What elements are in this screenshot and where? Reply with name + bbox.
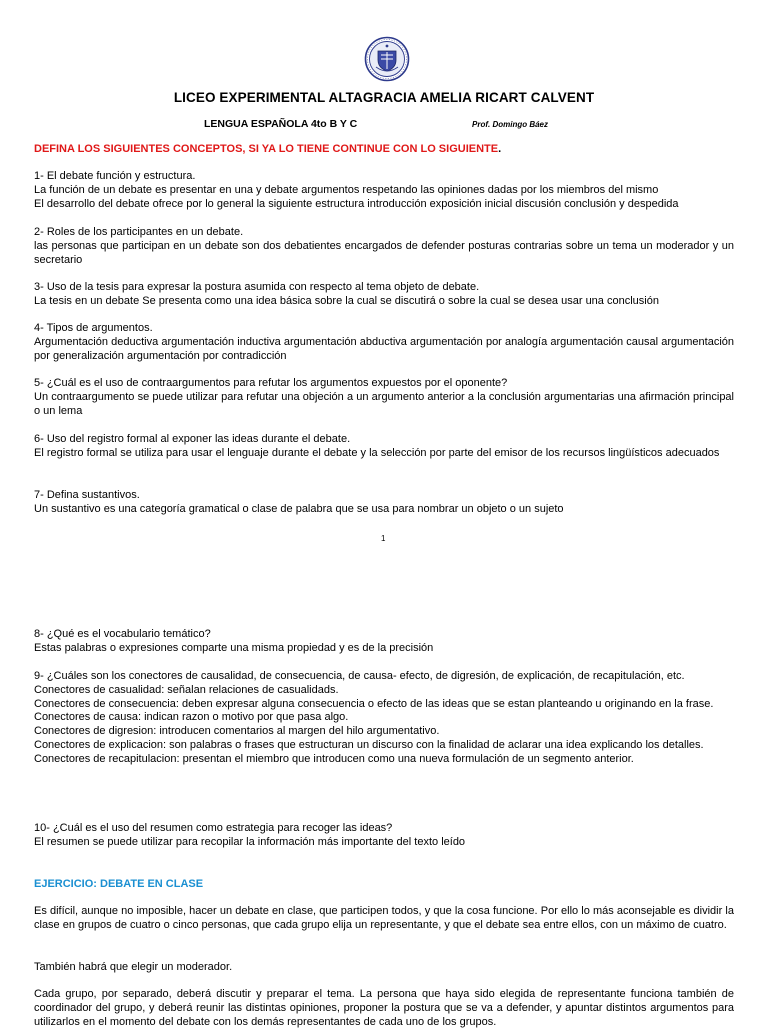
exercise-paragraph-3: Cada grupo, por separado, deberá discutir y preparar el tema. La persona que haya sido elegida de representante funciona también de coordinador del grupo, y deberá reunir las distintas opiniones, proponer la postura que se va a defender, y apuntar distintos argumentos para utilizarlos en el momento del debate con los demás representantes de cada uno de los grupos. [34,988,734,1028]
question-10 [34,822,734,850]
question-text: 3- Uso de la tesis para expresar la postura asumida con respecto al tema objeto de debate. [34,281,480,293]
answer-line: Un sustantivo es una categoría gramatical o clase de palabra que se usa para nombrar un objeto o un sujeto [34,502,564,515]
answer-line: La función de un debate es presentar en una y debate argumentos respetando las opiniones dadas por los miembros del mismo [34,183,659,196]
question-3 [34,281,734,309]
question-text: 6- Uso del registro formal al exponer las ideas durante el debate. [34,433,351,445]
subject-label: LENGUA ESPAÑOLA 4to B Y C [204,118,358,130]
question-6 [34,433,734,461]
question-text: 8- ¿Qué es el vocabulario temático? [34,628,211,640]
instruction-text: DEFINA LOS SIGUIENTES CONCEPTOS, SI YA LO TIENE CONTINUE CON LO SIGUIENTE [34,143,499,155]
question-7 [34,489,734,517]
answer-line: Argumentación deductiva argumentación inductiva argumentación abductiva argumentación por analogía argumentación causal argumentación por generalización argumentación por contradicción [34,335,734,362]
answer-line: Conectores de casualidad: señalan relaciones de casualidads. [34,683,339,696]
question-9 [34,670,734,767]
answer-line: El desarrollo del debate ofrece por lo general la siguiente estructura introducción exposición inicial discusión conclusión y despedida [34,197,679,210]
school-title: LICEO EXPERIMENTAL ALTAGRACIA AMELIA RICART CALVENT [173,90,595,105]
question-2 [34,226,734,267]
question-1 [34,170,734,211]
answer-line: las personas que participan en un debate son dos debatientes encargados de defender posturas contrarias sobre un tema un moderador y un secretario [34,239,734,266]
question-text: 9- ¿Cuáles son los conectores de causalidad, de consecuencia, de causa- efecto, de digresión, de explicación, de recapitulación, etc. [34,670,685,682]
answer-line: Conectores de recapitulacion: presentan el miembro que introducen como una nueva formulación de un segmento anterior. [34,752,634,765]
answer-line: Estas palabras o expresiones comparte una misma propiedad y es de la precisión [34,641,434,654]
answer-line: Conectores de explicacion: son palabras o frases que estructuran un discurso con la finalidad de aclarar una idea explicando los detalles. [34,738,704,751]
question-text: 5- ¿Cuál es el uso de contraargumentos para refutar los argumentos expuestos por el oponente? [34,377,508,389]
question-text: 4- Tipos de argumentos. [34,322,153,334]
question-5 [34,377,734,418]
question-4 [34,322,734,363]
answer-line: La tesis en un debate Se presenta como una idea básica sobre la cual se discutirá o sobre la cual se desea usar una conclusión [34,294,659,307]
exercise-title: EJERCICIO: DEBATE EN CLASE [34,878,204,890]
school-seal-icon [364,36,410,82]
answer-line: El resumen se puede utilizar para recopilar la información más importante del texto leído [34,835,466,848]
question-text: 7- Defina sustantivos. [34,489,140,501]
answer-line: El registro formal se utiliza para usar el lenguaje durante el debate y la selección por parte del emisor de los recursos lingüísticos adecuados [34,446,720,459]
question-text: 10- ¿Cuál es el uso del resumen como estrategia para recoger las ideas? [34,822,393,834]
page-number: 1 [381,534,386,543]
answer-line: Un contraargumento se puede utilizar para refutar una objeción a un argumento anterior a la conclusión argumentarias una afirmación principal o un lema [34,390,734,417]
exercise-paragraph-2: También habrá que elegir un moderador. [34,961,233,973]
answer-line: Conectores de digresion: introducen comentarios al margen del hilo argumentativo. [34,725,440,738]
answer-line: Conectores de causa: indican razon o motivo por que pasa algo. [34,711,349,724]
exercise-paragraph-1: Es difícil, aunque no imposible, hacer un debate en clase, que participen todos, y que la cosa funcione. Por ello lo más aconsejable es dividir la clase en grupos de cuatro o cinco personas, que cada grupo elija un representante, y que el debate sea entre ellos, con un máximo de cuatro. [34,905,734,931]
question-text: 1- El debate función y estructura. [34,170,196,182]
answer-line: Conectores de consecuencia: deben expresar alguna consecuencia o efecto de las ideas que se estan planteando u originando en la frase. [34,697,714,710]
professor-label: Prof. Domingo Báez [472,120,549,129]
question-8 [34,628,734,656]
instruction-end: . [498,143,502,155]
question-text: 2- Roles de los participantes en un debate. [34,226,244,238]
instruction-heading [34,143,501,155]
